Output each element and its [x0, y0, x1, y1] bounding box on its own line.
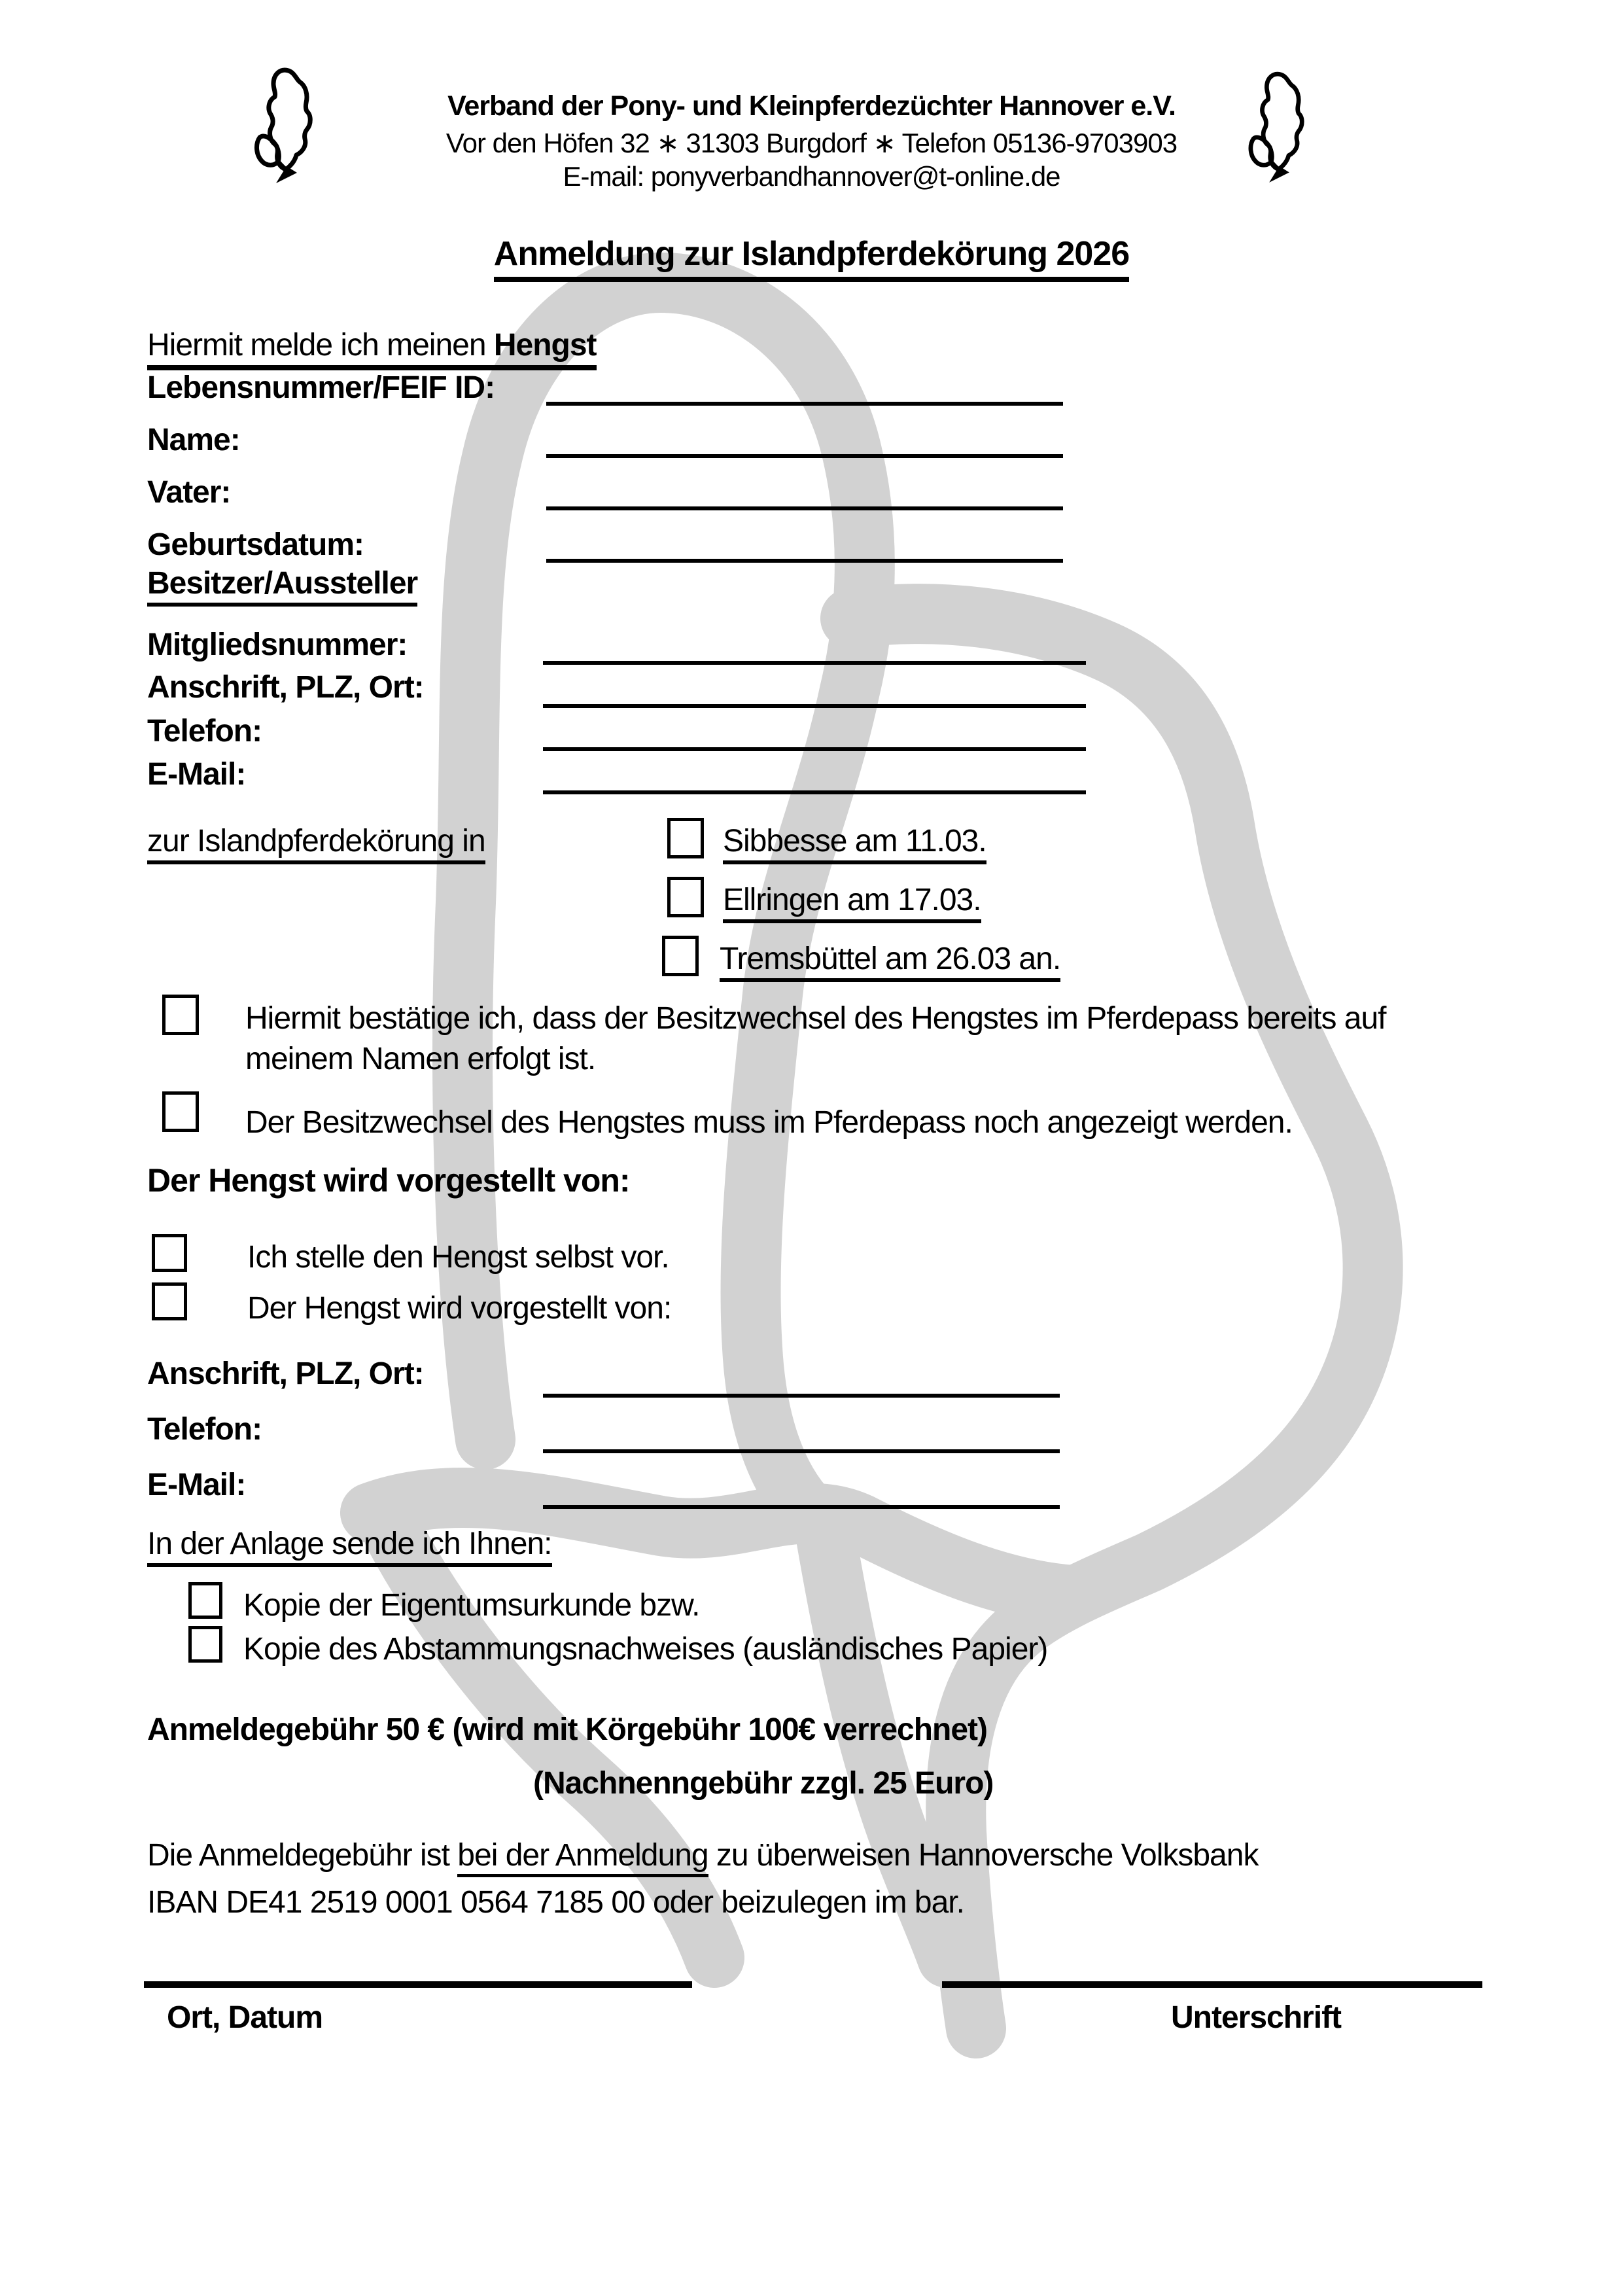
- payment-line-1: [147, 1837, 1258, 1875]
- signature-line-unterschrift[interactable]: [942, 1981, 1482, 1988]
- intro-line: [147, 327, 597, 364]
- input-line-name[interactable]: [546, 454, 1063, 458]
- field-label-name: Name:: [147, 423, 240, 457]
- event-option-ellringen: Ellringen am 17.03.: [723, 882, 981, 919]
- input-line-owner-telefon[interactable]: [543, 747, 1086, 751]
- org-address: Vor den Höfen 32 ∗ 31303 Burgdorf ∗ Telefon 05136-9703903: [445, 128, 1178, 158]
- input-line-geburtsdatum[interactable]: [546, 559, 1063, 563]
- fee-line-2: (Nachnenngebühr zzgl. 25 Euro): [533, 1766, 994, 1801]
- checkbox-besitzwechsel-erfolgt[interactable]: [162, 995, 199, 1035]
- event-option-tremsbuettel: Tremsbüttel am 26.03 an.: [720, 941, 1060, 978]
- input-line-lebensnummer[interactable]: [546, 402, 1063, 406]
- field-label-presenter-anschrift: Anschrift, PLZ, Ort:: [147, 1356, 424, 1391]
- payment-underlined: bei der Anmeldung: [457, 1838, 708, 1877]
- confirmation-besitzwechsel-anzeigen: Der Besitzwechsel des Hengstes muss im Pferdepass noch angezeigt werden.: [245, 1105, 1293, 1140]
- checkbox-eigentumsurkunde[interactable]: [188, 1582, 222, 1619]
- form-title: Anmeldung zur Islandpferdekörung 2026: [0, 234, 1623, 274]
- attachments-heading: In der Anlage sende ich Ihnen:: [147, 1526, 552, 1563]
- checkbox-abstammungsnachweis[interactable]: [188, 1626, 222, 1663]
- presenter-option-selbst: Ich stelle den Hengst selbst vor.: [247, 1240, 669, 1275]
- field-label-vater: Vater:: [147, 475, 231, 510]
- field-label-geburtsdatum: Geburtsdatum:: [147, 527, 364, 562]
- checkbox-besitzwechsel-anzeigen[interactable]: [162, 1091, 199, 1132]
- payment-post: zu überweisen Hannoversche Volksbank: [708, 1838, 1259, 1873]
- signature-line-ort-datum[interactable]: [144, 1981, 692, 1988]
- field-label-owner-telefon: Telefon:: [147, 714, 262, 749]
- attachment-option-eigentumsurkunde: Kopie der Eigentumsurkunde bzw.: [243, 1588, 700, 1623]
- field-label-presenter-email: E-Mail:: [147, 1468, 246, 1502]
- confirmation-besitzwechsel-erfolgt: Hiermit bestätige ich, dass der Besitzwechsel des Hengstes im Pferdepass bereits auf meinem Namen erfolgt ist.: [245, 1001, 1386, 1077]
- payment-pre: Die Anmeldegebühr ist: [147, 1838, 458, 1873]
- checkbox-tremsbuettel[interactable]: [662, 936, 699, 976]
- field-label-owner-email: E-Mail:: [147, 757, 246, 792]
- attachment-option-abstammungsnachweis: Kopie des Abstammungsnachweises (ausländisches Papier): [243, 1632, 1048, 1667]
- field-label-owner-anschrift: Anschrift, PLZ, Ort:: [147, 670, 424, 705]
- input-line-owner-email[interactable]: [543, 790, 1086, 794]
- presenter-heading: Der Hengst wird vorgestellt von:: [147, 1162, 630, 1199]
- event-label: zur Islandpferdekörung in: [147, 823, 485, 860]
- event-option-sibbesse: Sibbesse am 11.03.: [723, 823, 986, 860]
- intro-prefix: Hiermit melde ich meinen: [147, 328, 494, 362]
- input-line-presenter-anschrift[interactable]: [543, 1394, 1060, 1398]
- input-line-owner-anschrift[interactable]: [543, 704, 1086, 708]
- input-line-presenter-telefon[interactable]: [543, 1449, 1060, 1453]
- owner-heading: Besitzer/Aussteller: [147, 565, 417, 603]
- field-label-presenter-telefon: Telefon:: [147, 1412, 262, 1447]
- checkbox-vorgestellt-von[interactable]: [152, 1282, 187, 1320]
- presenter-option-von: Der Hengst wird vorgestellt von:: [247, 1291, 672, 1326]
- input-line-vater[interactable]: [546, 506, 1063, 510]
- input-line-mitgliedsnummer[interactable]: [543, 661, 1086, 665]
- org-email: E-mail: ponyverbandhannover@t-online.de: [563, 161, 1060, 192]
- field-label-lebensnummer: Lebensnummer/FEIF ID:: [147, 370, 495, 405]
- checkbox-ellringen[interactable]: [667, 877, 704, 917]
- checkbox-sibbesse[interactable]: [667, 818, 704, 858]
- checkbox-selbst-vorstellen[interactable]: [152, 1234, 187, 1272]
- signature-label-ort-datum: Ort, Datum: [167, 2000, 323, 2035]
- payment-line-2: IBAN DE41 2519 0001 0564 7185 00 oder beizulegen im bar.: [147, 1885, 964, 1920]
- org-name: Verband der Pony- und Kleinpferdezüchter Hannover e.V.: [447, 90, 1176, 122]
- fee-line-1: Anmeldegebühr 50 € (wird mit Körgebühr 100€ verrechnet): [147, 1712, 988, 1747]
- input-line-presenter-email[interactable]: [543, 1505, 1060, 1509]
- signature-label-unterschrift: Unterschrift: [1171, 2000, 1342, 2035]
- field-label-mitgliedsnummer: Mitgliedsnummer:: [147, 627, 408, 662]
- intro-bold: Hengst: [493, 328, 597, 362]
